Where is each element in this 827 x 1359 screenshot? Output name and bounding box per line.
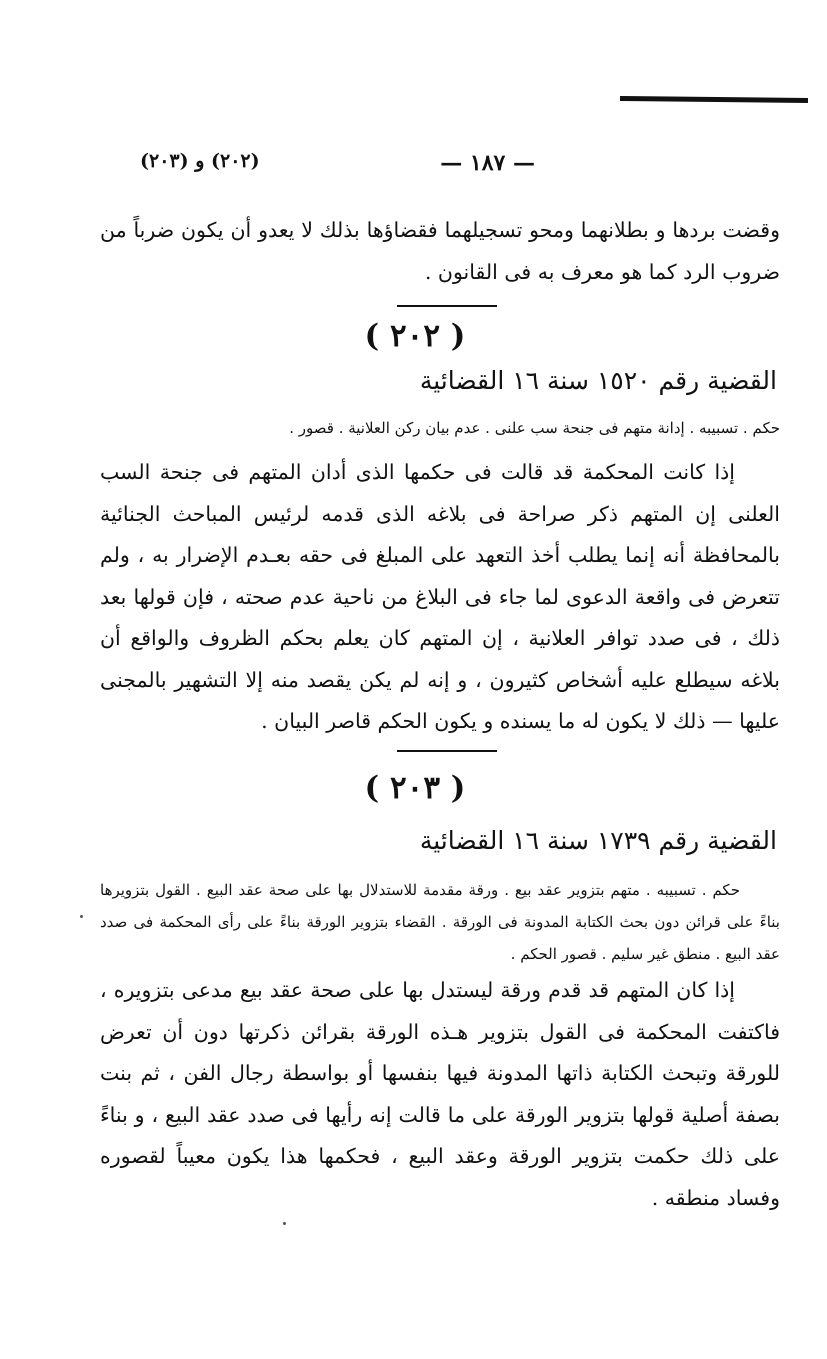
case-body: إذا كانت المحكمة قد قالت فى حكمها الذى أدان المتهم فى جنحة السب العلنى إن المتهم ذكر صراحة فى بلاغه الذى قدمه لرئيس المباحث الجنائية بالمحافظة أنه إنما يطلب أخذ التعهد على المبلغ فى حقه بعـدم الإضرار به ، ولم تتعرض فى واقعة الدعوى لما جاء فى البلاغ من ناحية عدم صحته ، فإن قولها بعد ذلك ، فى صدد توافر العلانية ، إن المتهم كان يعلم بحكم الظروف والواقع أن بلاغه سيطلع عليه أشخاص كثيرون ، و إنه لم يكن يقصد منه إلا التشهير بالمجنى عليها — ذلك لا يكون له ما يسنده و يكون الحكم قاصر البيان . (100, 460, 780, 733)
page-number: — ١٨٧ — (440, 150, 535, 176)
carryover-paragraph: وقضت بردها و بطلانهما ومحو تسجيلهما فقضاؤها بذلك لا يعدو أن يكون ضرباً من ضروب الرد كما هو معرف به فى القانون . (100, 218, 780, 284)
case-number: ( ٢٠٢ ) (364, 318, 466, 354)
case-summary: حكم . تسبيبه . إدانة متهم فى جنحة سب علنى . عدم بيان ركن العلانية . قصور . (289, 419, 780, 437)
section-divider (397, 750, 497, 752)
speck-mark (283, 1222, 286, 1225)
case-summary: حكم . تسبيبه . متهم بتزوير عقد بيع . ورقة مقدمة للاستدلال بها على صحة عقد البيع . القول بتزويرها بناءً على قرائن دون بحث الكتابة المدونة فى الورقة . القضاء بتزوير الورقة بناءً على رأى المحكمة فى صدد عقد البيع . منطق غير سليم . قصور الحكم . (100, 881, 780, 963)
section-divider (397, 305, 497, 307)
running-reference: (٢٠٢) و (٢٠٣) (140, 150, 260, 172)
page-header (140, 150, 770, 180)
case-title: القضية رقم ١٧٣٩ سنة ١٦ القضائية (419, 826, 777, 855)
top-edge-rule (620, 96, 808, 103)
speck-mark (80, 915, 83, 918)
case-body: إذا كان المتهم قد قدم ورقة ليستدل بها على صحة عقد بيع مدعى بتزويره ، فاكتفت المحكمة فى القول بتزوير هـذه الورقة بقرائن ذكرتها دون أن تعرض للورقة وتبحث الكتابة ذاتها المدونة فيها بنفسها أو بواسطة رجال الفن ، ثم بنت بصفة أصلية قولها بتزوير الورقة على ما قالت إنه رأيها فى صدد عقد البيع ، و بناءً على ذلك حكمت بتزوير الورقة وعقد البيع ، فحكمها هذا يكون معيباً لقصوره وفساد منطقه . (100, 978, 780, 1210)
case-number: ( ٢٠٣ ) (364, 770, 466, 806)
case-title: القضية رقم ١٥٢٠ سنة ١٦ القضائية (419, 366, 777, 395)
